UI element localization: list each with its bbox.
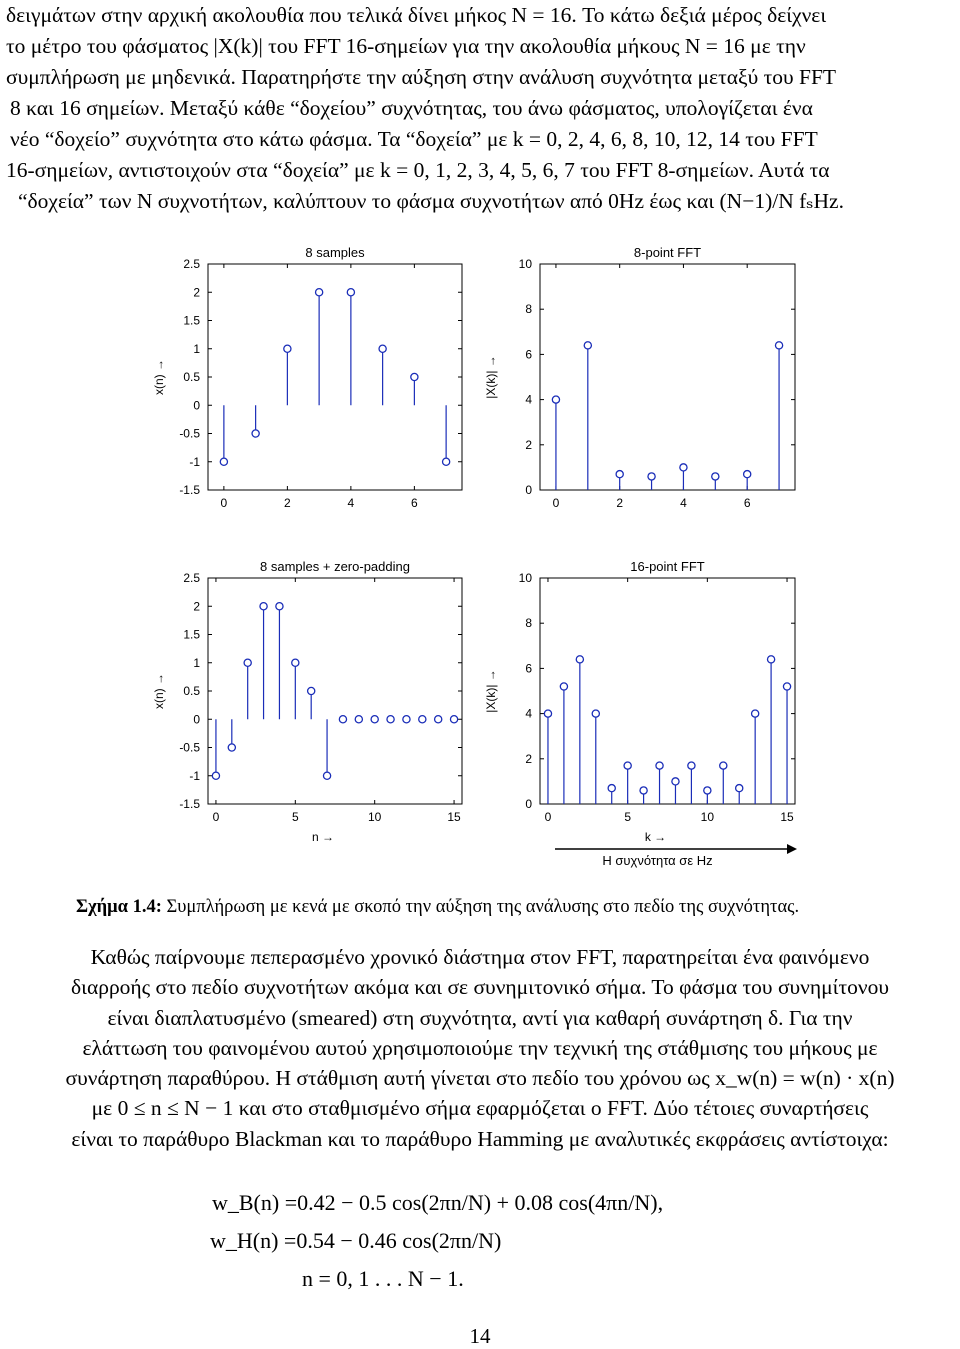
stem-marker bbox=[616, 471, 623, 478]
y-tick-label: 0.5 bbox=[183, 370, 200, 384]
y-tick-label: -1 bbox=[189, 768, 200, 783]
stem-marker bbox=[308, 687, 315, 694]
x-tick-label: 15 bbox=[780, 810, 794, 824]
intro-line: “δοχεία” των N συχνοτήτων, καλύπτουν το φάσμα συχνοτήτων από 0Hz έως και (N−1)/N fₛHz. bbox=[18, 189, 844, 213]
y-tick-label: 6 bbox=[525, 661, 532, 676]
caption-label: Σχήμα 1.4: bbox=[76, 897, 162, 917]
y-tick-label: 0 bbox=[525, 797, 532, 811]
stem-marker bbox=[752, 710, 759, 717]
y-tick-label: -1.5 bbox=[179, 483, 200, 497]
y-tick-label: 10 bbox=[518, 571, 532, 585]
stem-marker bbox=[680, 464, 687, 471]
y-tick-label: 0 bbox=[193, 398, 200, 413]
intro-line: 8 και 16 σημείων. Μεταξύ κάθε “δοχείου” συχνότητας, του άνω φάσματος, υπολογίζεται ένα bbox=[10, 96, 813, 120]
stem-marker bbox=[720, 762, 727, 769]
stem-marker bbox=[704, 787, 711, 794]
stem-marker bbox=[552, 396, 559, 403]
stem-marker bbox=[403, 716, 410, 723]
y-tick-label: 4 bbox=[525, 706, 532, 721]
stem-marker bbox=[608, 785, 615, 792]
stem-marker bbox=[736, 785, 743, 792]
y-tick-label: 1 bbox=[193, 655, 200, 670]
stem-marker bbox=[323, 772, 330, 779]
stem-marker bbox=[252, 430, 259, 437]
stem-marker bbox=[544, 710, 551, 717]
stem-marker bbox=[339, 716, 346, 723]
intro-line: συμπλήρωση με μηδενικά. Παρατηρήστε την αύξηση στην ανάλυση συχνότητα μεταξύ του FFT bbox=[6, 65, 837, 89]
y-tick-label: 2 bbox=[525, 751, 532, 766]
stem-marker bbox=[284, 345, 291, 352]
stem-marker bbox=[419, 716, 426, 723]
stem-marker bbox=[648, 473, 655, 480]
y-axis-label: x(n) → bbox=[152, 673, 166, 709]
x-axis-label: n → bbox=[311, 830, 335, 844]
equation-range-text: n = 0, 1 . . . N − 1. bbox=[302, 1266, 464, 1291]
y-tick-label: 2.5 bbox=[183, 257, 200, 271]
stem-marker bbox=[688, 762, 695, 769]
y-tick-label: 2 bbox=[193, 285, 200, 300]
x-tick-label: 4 bbox=[347, 496, 355, 510]
plot-title: 8 samples + zero-padding bbox=[260, 559, 410, 574]
x-tick-label: 0 bbox=[220, 496, 228, 510]
stem-marker bbox=[450, 716, 457, 723]
x-tick-label: 6 bbox=[411, 496, 418, 510]
x-tick-label: 5 bbox=[291, 810, 299, 824]
x-tick-label: 10 bbox=[368, 810, 382, 824]
y-axis-label: |X(k)| → bbox=[484, 669, 498, 713]
plot-frame bbox=[540, 264, 795, 490]
stem-marker bbox=[379, 345, 386, 352]
x-axis-label: k → bbox=[644, 830, 667, 844]
stem-marker bbox=[592, 710, 599, 717]
body-line: διαρροής στο πεδίο συχνοτήτων ακόμα και σε συνημιτονικό σήμα. Το φάσμα του συνημίτονου bbox=[71, 975, 889, 1000]
stem-marker bbox=[624, 762, 631, 769]
x-tick-label: 5 bbox=[624, 810, 631, 824]
x-tick-label: 10 bbox=[700, 810, 715, 824]
y-tick-label: -1.5 bbox=[179, 797, 200, 811]
stem-marker bbox=[347, 289, 354, 296]
x-tick-label: 0 bbox=[212, 810, 220, 824]
stem-marker bbox=[443, 458, 450, 465]
stem-marker bbox=[355, 716, 362, 723]
body-line: με 0 ≤ n ≤ N − 1 και στο σταθμισμένο σήμα εφαρμόζεται ο FFT. Δύο τέτοιες συναρτήσεις bbox=[91, 1096, 869, 1121]
frequency-arrowhead bbox=[787, 844, 797, 854]
y-axis-label: |X(k)| → bbox=[484, 355, 498, 399]
y-tick-label: 2 bbox=[193, 599, 200, 614]
plot-frame bbox=[208, 264, 462, 490]
stem-marker bbox=[292, 659, 299, 666]
plot-title: 8 samples bbox=[305, 245, 365, 260]
stem-marker bbox=[640, 787, 647, 794]
y-tick-label: -0.5 bbox=[179, 740, 200, 755]
stem-marker bbox=[656, 762, 663, 769]
y-tick-label: -1 bbox=[189, 454, 200, 469]
body-line: είναι το παράθυρο Blackman και το παράθυρο Hamming με αναλυτικές εκφράσεις αντίστοιχα: bbox=[71, 1126, 889, 1151]
stem-marker bbox=[744, 471, 751, 478]
y-tick-label: 6 bbox=[525, 347, 532, 362]
equation-rhs: 0.54 − 0.46 cos(2πn/N) bbox=[296, 1228, 502, 1253]
plot-title: 8-point FFT bbox=[633, 245, 702, 260]
y-tick-label: 8 bbox=[525, 302, 532, 317]
equation-rhs: 0.42 − 0.5 cos(2πn/N) + 0.08 cos(4πn/N), bbox=[297, 1190, 664, 1215]
equation-hamming bbox=[210, 1228, 501, 1254]
stem-marker bbox=[260, 603, 267, 610]
body-line: Καθώς παίρνουμε πεπερασμένο χρονικό διάστημα στον FFT, παρατηρείται ένα φαινόμενο bbox=[90, 945, 870, 969]
stem-marker bbox=[783, 683, 790, 690]
equation-lhs: w_H(n) = bbox=[210, 1228, 297, 1253]
stem-marker bbox=[767, 656, 774, 663]
stem-marker bbox=[584, 342, 591, 349]
x-tick-label: 0 bbox=[552, 496, 560, 510]
x-tick-label: 2 bbox=[284, 496, 291, 510]
y-tick-label: 8 bbox=[525, 616, 532, 631]
y-tick-label: 1.5 bbox=[183, 313, 200, 328]
y-tick-label: 0 bbox=[525, 483, 532, 497]
stem-marker bbox=[560, 683, 567, 690]
y-tick-label: 4 bbox=[525, 392, 532, 407]
stem-marker bbox=[672, 778, 679, 785]
intro-line: δειγμάτων στην αρχική ακολουθία που τελικά δίνει μήκος N = 16. Το κάτω δεξιά μέρος δείχνει bbox=[6, 3, 827, 27]
stem-marker bbox=[775, 342, 782, 349]
equation-blackman bbox=[212, 1190, 663, 1216]
y-tick-label: 1.5 bbox=[183, 627, 200, 642]
body-line: ελάττωση του φαινομένου αυτού χρησιμοποιούμε την τεχνική της στάθμισης του μήκους με bbox=[82, 1035, 878, 1060]
plot-frame bbox=[540, 578, 795, 804]
intro-line: το μέτρο του φάσματος |X(k)| του FFT 16-σημείων για την ακολουθία μήκους N = 16 με την bbox=[6, 34, 806, 58]
stem-marker bbox=[411, 373, 418, 380]
stem-marker bbox=[435, 716, 442, 723]
stem-marker bbox=[228, 744, 235, 751]
intro-line: 16-σημείων, αντιστοιχούν στα “δοχεία” με k = 0, 1, 2, 3, 4, 5, 6, 7 του FFT 8-σημείων. Αυτά τα bbox=[6, 158, 830, 182]
x-tick-label: 15 bbox=[447, 810, 461, 824]
x-tick-label: 0 bbox=[544, 810, 552, 824]
y-tick-label: 0 bbox=[193, 712, 200, 727]
frequency-arrow-label: Η συχνότητα σε Hz bbox=[602, 853, 713, 868]
figure-caption bbox=[76, 897, 799, 918]
x-tick-label: 6 bbox=[743, 496, 751, 510]
x-tick-label: 4 bbox=[680, 496, 687, 510]
caption-text: Συμπλήρωση με κενά με σκοπό την αύξηση της ανάλυσης στο πεδίο της συχνότητας. bbox=[161, 897, 800, 917]
y-tick-label: 2 bbox=[525, 437, 532, 452]
stem-marker bbox=[316, 289, 323, 296]
stem-marker bbox=[387, 716, 394, 723]
y-tick-label: 2.5 bbox=[183, 571, 200, 585]
y-tick-label: 1 bbox=[193, 341, 200, 356]
y-axis-label: x(n) → bbox=[152, 359, 166, 395]
equation-lhs: w_B(n) = bbox=[212, 1190, 298, 1215]
stem-marker bbox=[220, 458, 227, 465]
body-line: συνάρτηση παραθύρου. Η στάθμιση αυτή γίνεται στο πεδίο του χρόνου ως x_w(n) = w(n) · x(n) bbox=[65, 1066, 895, 1091]
page-number: 14 bbox=[469, 1324, 491, 1348]
y-tick-label: 0.5 bbox=[183, 684, 200, 698]
y-tick-label: -0.5 bbox=[179, 426, 200, 441]
y-tick-label: 10 bbox=[518, 257, 532, 271]
plot-frame bbox=[208, 578, 462, 804]
body-paragraph bbox=[6, 942, 954, 1154]
stem-marker bbox=[244, 659, 251, 666]
plot-title: 16-point FFT bbox=[630, 559, 705, 574]
stem-marker bbox=[371, 716, 378, 723]
body-line: είναι διαπλατυσμένο (smeared) στη συχνότητα, αντί για καθαρή συνάρτηση δ. Για την bbox=[107, 1005, 853, 1030]
x-tick-label: 2 bbox=[616, 496, 624, 510]
stem-marker bbox=[576, 656, 583, 663]
stem-marker bbox=[212, 772, 219, 779]
equation-range bbox=[302, 1266, 464, 1292]
stem-marker bbox=[712, 473, 719, 480]
intro-line: νέο “δοχείο” συχνότητα στο κάτω φάσμα. Τα “δοχεία” με k = 0, 2, 4, 6, 8, 10, 12, 14 του FFT bbox=[10, 127, 818, 151]
stem-marker bbox=[276, 603, 283, 610]
